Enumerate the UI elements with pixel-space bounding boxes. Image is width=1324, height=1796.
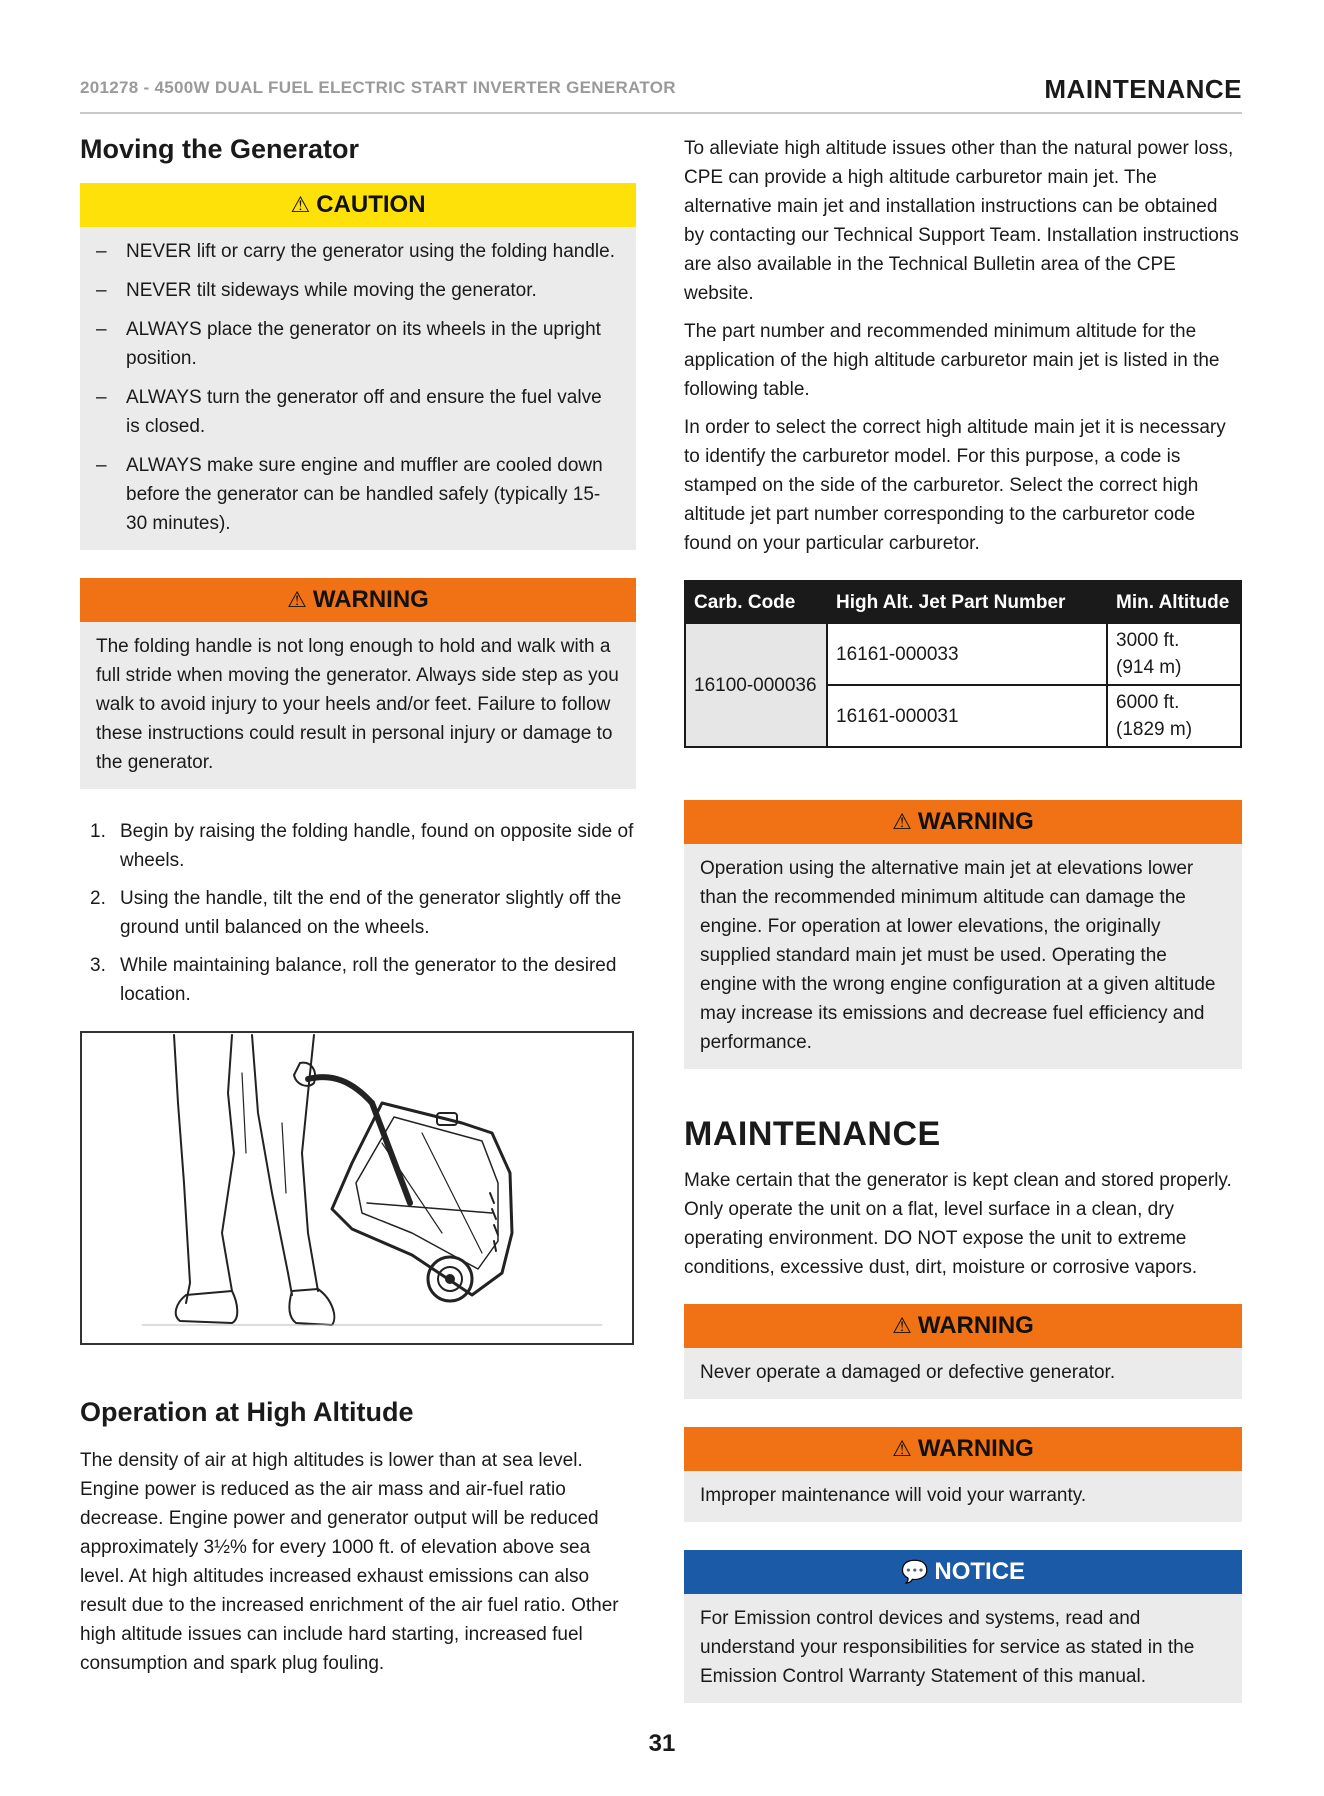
part-number-cell: 16161-000033 (827, 623, 1107, 685)
warning-header (80, 578, 636, 622)
moving-title: Moving the Generator (80, 134, 360, 164)
moving-steps (80, 817, 636, 1009)
caution-body (80, 227, 636, 550)
warning-triangle-icon: ⚠ (892, 809, 912, 834)
left-column (80, 134, 636, 1687)
altitude-paragraph-1: The density of air at high altitudes is lower than at sea level. Engine power is reduced as the air mass and air-fuel ratio decrease. Engine power and generator output will be reduced approximately 3½% for every 1000 ft. of elevation above sea level. At high altitudes increased exhaust emissions can also result due to the increased enrichment of the air fuel ratio. Other high altitude issues can include hard starting, increased fuel consumption and spark plug fouling. (80, 1450, 619, 1674)
warranty-warning-callout (684, 1427, 1242, 1522)
caution-item: – NEVER tilt sideways while moving the generator. (96, 280, 537, 301)
speech-bubble-icon: 💬 (900, 1559, 929, 1584)
table-header-row (685, 581, 1241, 623)
page-number: 31 (648, 1730, 676, 1757)
warning-header (684, 1427, 1242, 1471)
warning-triangle-icon: ⚠ (290, 192, 311, 217)
altitude-paragraph-3: The part number and recommended minimum altitude for the application of the high altitude carburetor main jet is listed in the following table. (684, 321, 1220, 400)
altitude-paragraph-4: In order to select the correct high altitude main jet it is necessary to identify the carburetor model. For this purpose, a code is stamped on the side of the carburetor. Select the correct high altitude jet part number corresponding to the carburetor code found on your particular carburetor. (684, 417, 1226, 554)
moving-warning-callout (80, 578, 636, 789)
moving-generator-illustration (80, 1031, 634, 1345)
step-item: 2. Using the handle, tilt the end of the generator slightly off the ground until balanced on the wheels. (90, 888, 622, 938)
warning-body: Never operate a damaged or defective generator. (684, 1348, 1242, 1399)
warning-label: WARNING (917, 1312, 1034, 1339)
min-altitude-cell: 6000 ft. (1829 m) (1107, 685, 1241, 747)
table-row (685, 623, 1241, 685)
warning-body: Operation using the alternative main jet at elevations lower than the recommended minimum altitude can damage the engine. For operation at lower elevations, the originally supplied standard main jet must be used. Operating the engine with the wrong engine configuration at a given altitude may increase its emissions and decrease fuel efficiency and performance. (684, 844, 1242, 1069)
caution-item: – ALWAYS turn the generator off and ensure the fuel valve is closed. (96, 387, 602, 437)
column-header-part-number: High Alt. Jet Part Number (827, 581, 1107, 623)
column-header-carb-code: Carb. Code (685, 581, 827, 623)
caution-label: CAUTION (316, 191, 426, 218)
warning-label: WARNING (312, 586, 429, 613)
altitude-title: Operation at High Altitude (80, 1397, 414, 1427)
notice-body: For Emission control devices and systems, read and understand your responsibilities for service as stated in the Emission Control Warranty Statement of this manual. (684, 1594, 1242, 1703)
warning-header (684, 1304, 1242, 1348)
carb-code-cell: 16100-000036 (685, 623, 827, 747)
altitude-paragraph-2: To alleviate high altitude issues other than the natural power loss, CPE can provide a high altitude carburetor main jet. The alternative main jet and installation instructions can be obtained by contacting our Technical Support Team. Installation instructions are also available in the Technical Bulletin area of the CPE website. (684, 138, 1239, 304)
maintenance-heading: MAINTENANCE (684, 1115, 941, 1153)
caution-callout (80, 183, 636, 550)
step-item: 1. Begin by raising the folding handle, found on opposite side of wheels. (90, 821, 634, 871)
column-header-min-altitude: Min. Altitude (1107, 581, 1241, 623)
notice-header (684, 1550, 1242, 1594)
caution-item: – ALWAYS make sure engine and muffler are cooled down before the generator can be handled safely (typically 15-30 minutes). (96, 455, 603, 534)
notice-label: NOTICE (934, 1558, 1026, 1585)
emission-notice-callout (684, 1550, 1242, 1703)
warning-triangle-icon: ⚠ (892, 1436, 912, 1461)
warning-label: WARNING (917, 1435, 1034, 1462)
warning-triangle-icon: ⚠ (892, 1313, 912, 1338)
caution-item: – NEVER lift or carry the generator using the folding handle. (96, 241, 615, 262)
header-divider (80, 112, 1242, 114)
person-tilting-generator-drawing (82, 1033, 632, 1343)
high-altitude-jet-table (684, 580, 1242, 748)
warning-body: The folding handle is not long enough to hold and walk with a full stride when moving the generator. Always side step as you walk to avoid injury to your heels and/or feet. Failure to follow these instructions could result in personal injury or damage to the generator. (80, 622, 636, 789)
part-number-cell: 16161-000031 (827, 685, 1107, 747)
caution-header (80, 183, 636, 227)
warning-triangle-icon: ⚠ (287, 587, 307, 612)
document-title: 201278 - 4500W DUAL FUEL ELECTRIC START INVERTER GENERATOR (80, 78, 676, 97)
altitude-warning-callout (684, 800, 1242, 1069)
caution-item: – ALWAYS place the generator on its wheels in the upright position. (96, 319, 601, 369)
warning-body: Improper maintenance will void your warranty. (684, 1471, 1242, 1522)
maintenance-paragraph: Make certain that the generator is kept clean and stored properly. Only operate the unit on a flat, level surface in a clean, dry operating environment. DO NOT expose the unit to extreme conditions, excessive dust, dirt, moisture or corrosive vapors. (684, 1170, 1232, 1278)
section-title: MAINTENANCE (1044, 74, 1242, 104)
min-altitude-cell: 3000 ft. (914 m) (1107, 623, 1241, 685)
damaged-generator-warning-callout (684, 1304, 1242, 1399)
step-item: 3. While maintaining balance, roll the generator to the desired location. (90, 955, 617, 1005)
warning-header (684, 800, 1242, 844)
warning-label: WARNING (917, 808, 1034, 835)
right-column (684, 134, 1242, 1731)
